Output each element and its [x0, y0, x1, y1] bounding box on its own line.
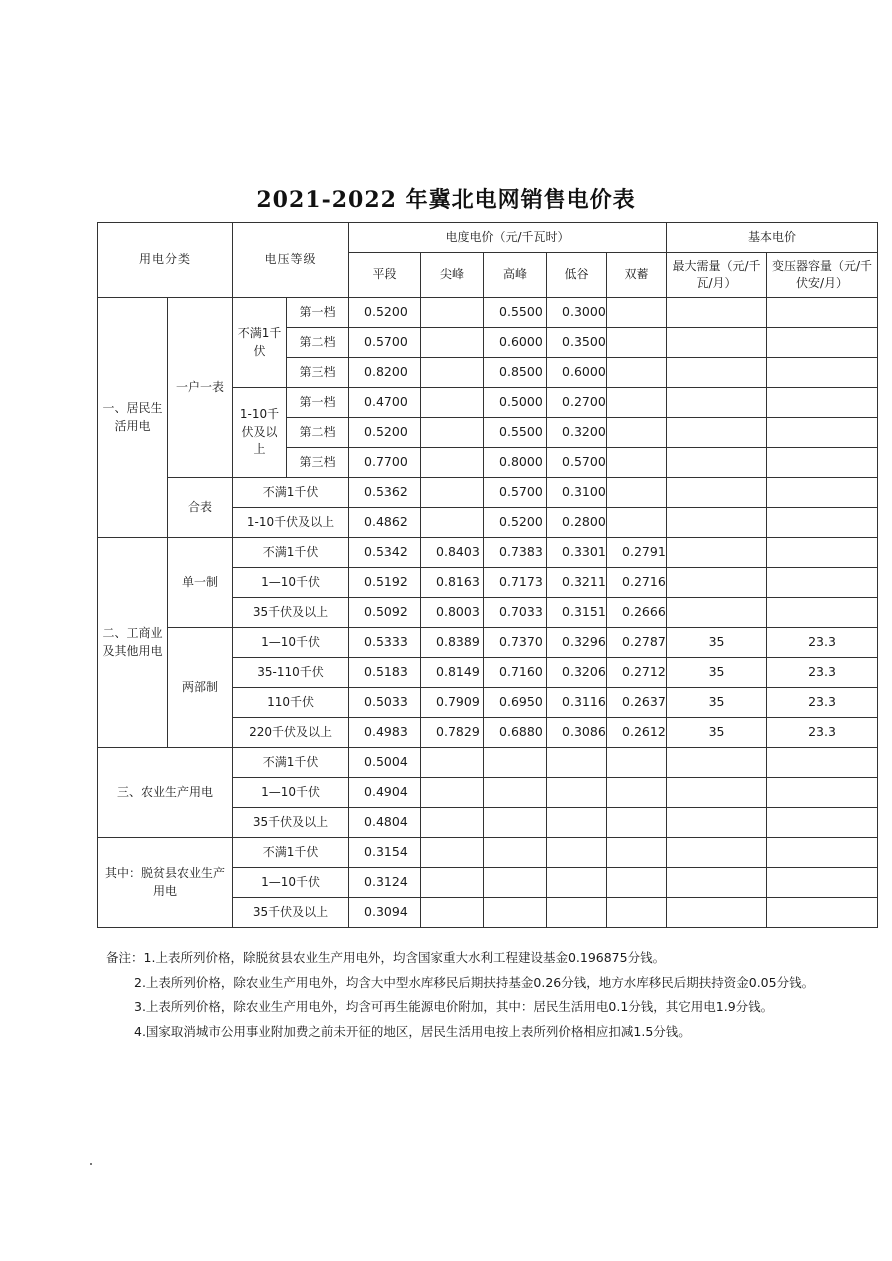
voltage-cell: 35千伏及以上 [233, 808, 349, 838]
sharp-price [421, 778, 484, 808]
peak-price [484, 808, 547, 838]
transformer-price [767, 358, 878, 388]
note-3: 3.上表所列价格，除农业生产用电外，均含可再生能源电价附加，其中：居民生活用电0.1分钱，其它用电1.9分钱。 [134, 999, 774, 1014]
peak-price: 0.5500 [484, 298, 547, 328]
peak-price: 0.5700 [484, 478, 547, 508]
peak-price [484, 898, 547, 928]
flat-price: 0.5092 [349, 598, 421, 628]
voltage-cell: 1—10千伏 [233, 868, 349, 898]
max-demand-price [667, 508, 767, 538]
peak-price: 0.6880 [484, 718, 547, 748]
header-max-demand: 最大需量（元/千瓦/月） [667, 253, 767, 298]
peak-price: 0.5500 [484, 418, 547, 448]
double-price [607, 358, 667, 388]
table-row [98, 478, 878, 508]
double-price [607, 868, 667, 898]
voltage-cell: 110千伏 [233, 688, 349, 718]
max-demand-price [667, 898, 767, 928]
double-price [607, 418, 667, 448]
peak-price: 0.6950 [484, 688, 547, 718]
flat-price: 0.3094 [349, 898, 421, 928]
max-demand-price [667, 448, 767, 478]
sharp-price: 0.7909 [421, 688, 484, 718]
peak-price [484, 868, 547, 898]
double-price [607, 478, 667, 508]
max-demand-price [667, 748, 767, 778]
max-demand-price: 35 [667, 658, 767, 688]
peak-price: 0.5200 [484, 508, 547, 538]
max-demand-price [667, 868, 767, 898]
transformer-price [767, 838, 878, 868]
voltage-cell: 1-10千伏及以上 [233, 508, 349, 538]
double-price: 0.2612 [607, 718, 667, 748]
voltage-cell: 不满1千伏 [233, 748, 349, 778]
peak-price: 0.7173 [484, 568, 547, 598]
transformer-price: 23.3 [767, 658, 878, 688]
group-poor-county-agricultural: 其中：脱贫县农业生产用电 [98, 838, 233, 928]
max-demand-price [667, 538, 767, 568]
sharp-price [421, 298, 484, 328]
flat-price: 0.3154 [349, 838, 421, 868]
peak-price: 0.5000 [484, 388, 547, 418]
double-price: 0.2791 [607, 538, 667, 568]
double-price [607, 778, 667, 808]
flat-price: 0.5192 [349, 568, 421, 598]
max-demand-price [667, 598, 767, 628]
sharp-price [421, 388, 484, 418]
transformer-price [767, 598, 878, 628]
price-table [97, 222, 878, 928]
header-row [98, 223, 878, 253]
double-price [607, 298, 667, 328]
double-price: 0.2716 [607, 568, 667, 598]
max-demand-price: 35 [667, 718, 767, 748]
transformer-price [767, 748, 878, 778]
sharp-price [421, 868, 484, 898]
valley-price: 0.2700 [547, 388, 607, 418]
double-price [607, 898, 667, 928]
valley-price: 0.6000 [547, 358, 607, 388]
voltage-cell: 1—10千伏 [233, 628, 349, 658]
sharp-price [421, 358, 484, 388]
voltage-cell: 35千伏及以上 [233, 598, 349, 628]
max-demand-price [667, 358, 767, 388]
max-demand-price: 35 [667, 688, 767, 718]
valley-price: 0.5700 [547, 448, 607, 478]
peak-price: 0.7383 [484, 538, 547, 568]
voltage-cell: 不满1千伏 [233, 838, 349, 868]
flat-price: 0.5362 [349, 478, 421, 508]
header-voltage: 电压等级 [233, 223, 349, 298]
flat-price: 0.5700 [349, 328, 421, 358]
peak-price: 0.8500 [484, 358, 547, 388]
transformer-price [767, 538, 878, 568]
header-basic-price: 基本电价 [667, 223, 878, 253]
flat-price: 0.5333 [349, 628, 421, 658]
max-demand-price [667, 418, 767, 448]
valley-price: 0.3151 [547, 598, 607, 628]
group-1-10kv: 1-10千伏及以上 [233, 388, 287, 478]
flat-price: 0.7700 [349, 448, 421, 478]
flat-price: 0.5200 [349, 418, 421, 448]
transformer-price [767, 478, 878, 508]
group-two-part: 两部制 [168, 628, 233, 748]
voltage-cell: 35千伏及以上 [233, 898, 349, 928]
max-demand-price [667, 808, 767, 838]
transformer-price [767, 388, 878, 418]
peak-price [484, 838, 547, 868]
double-price: 0.2787 [607, 628, 667, 658]
notes-prefix: 备注： [106, 950, 144, 965]
transformer-price [767, 508, 878, 538]
voltage-cell: 220千伏及以上 [233, 718, 349, 748]
valley-price: 0.3086 [547, 718, 607, 748]
sharp-price [421, 508, 484, 538]
max-demand-price [667, 478, 767, 508]
note-2: 2.上表所列价格，除农业生产用电外，均含大中型水库移民后期扶持基金0.26分钱，地方水库移民后期扶持资金0.05分钱。 [134, 974, 815, 990]
group-residential: 一、居民生活用电 [98, 298, 168, 538]
transformer-price [767, 298, 878, 328]
valley-price: 0.3500 [547, 328, 607, 358]
voltage-cell: 第三档 [287, 358, 349, 388]
peak-price: 0.7160 [484, 658, 547, 688]
notes-section [106, 946, 871, 1044]
flat-price: 0.5033 [349, 688, 421, 718]
peak-price: 0.7033 [484, 598, 547, 628]
sharp-price: 0.8163 [421, 568, 484, 598]
double-price [607, 328, 667, 358]
header-peak: 高峰 [484, 253, 547, 298]
flat-price: 0.4804 [349, 808, 421, 838]
max-demand-price [667, 328, 767, 358]
max-demand-price [667, 778, 767, 808]
sharp-price [421, 748, 484, 778]
group-one-meter: 一户一表 [168, 298, 233, 478]
group-commercial: 二、工商业及其他用电 [98, 538, 168, 748]
voltage-cell: 第一档 [287, 388, 349, 418]
voltage-cell: 第三档 [287, 448, 349, 478]
sharp-price: 0.8149 [421, 658, 484, 688]
transformer-price [767, 568, 878, 598]
valley-price: 0.3000 [547, 298, 607, 328]
flat-price: 0.5183 [349, 658, 421, 688]
max-demand-price [667, 568, 767, 598]
header-valley: 低谷 [547, 253, 607, 298]
table-row [98, 748, 878, 778]
sharp-price [421, 478, 484, 508]
peak-price [484, 748, 547, 778]
valley-price [547, 868, 607, 898]
valley-price: 0.3100 [547, 478, 607, 508]
double-price [607, 808, 667, 838]
header-transformer: 变压器容量（元/千伏安/月） [767, 253, 878, 298]
sharp-price [421, 328, 484, 358]
double-price: 0.2637 [607, 688, 667, 718]
sharp-price [421, 808, 484, 838]
max-demand-price [667, 298, 767, 328]
transformer-price [767, 448, 878, 478]
sharp-price: 0.8389 [421, 628, 484, 658]
sharp-price [421, 448, 484, 478]
valley-price: 0.3200 [547, 418, 607, 448]
voltage-cell: 第一档 [287, 298, 349, 328]
header-energy-price: 电度电价（元/千瓦时） [349, 223, 667, 253]
transformer-price [767, 808, 878, 838]
scan-speck [90, 1163, 92, 1165]
flat-price: 0.4862 [349, 508, 421, 538]
valley-price: 0.3116 [547, 688, 607, 718]
voltage-cell: 第二档 [287, 418, 349, 448]
transformer-price: 23.3 [767, 628, 878, 658]
double-price [607, 448, 667, 478]
flat-price: 0.5342 [349, 538, 421, 568]
peak-price [484, 778, 547, 808]
peak-price: 0.8000 [484, 448, 547, 478]
flat-price: 0.4700 [349, 388, 421, 418]
sharp-price [421, 418, 484, 448]
valley-price [547, 898, 607, 928]
flat-price: 0.5004 [349, 748, 421, 778]
sharp-price: 0.8003 [421, 598, 484, 628]
valley-price: 0.3296 [547, 628, 607, 658]
double-price [607, 838, 667, 868]
group-single-part: 单一制 [168, 538, 233, 628]
header-flat: 平段 [349, 253, 421, 298]
sharp-price [421, 898, 484, 928]
flat-price: 0.4983 [349, 718, 421, 748]
note-1-text: 1.上表所列价格，除脱贫县农业生产用电外，均含国家重大水利工程建设基金0.196875分钱。 [143, 950, 666, 965]
flat-price: 0.3124 [349, 868, 421, 898]
flat-price: 0.8200 [349, 358, 421, 388]
note-4: 4.国家取消城市公用事业附加费之前未开征的地区，居民生活用电按上表所列价格相应扣减1.5分钱。 [134, 1023, 691, 1039]
header-sharp: 尖峰 [421, 253, 484, 298]
valley-price [547, 778, 607, 808]
valley-price [547, 808, 607, 838]
voltage-cell: 不满1千伏 [233, 478, 349, 508]
transformer-price: 23.3 [767, 718, 878, 748]
table-row [98, 298, 878, 328]
voltage-cell: 35-110千伏 [233, 658, 349, 688]
double-price [607, 748, 667, 778]
valley-price: 0.2800 [547, 508, 607, 538]
transformer-price [767, 868, 878, 898]
transformer-price [767, 778, 878, 808]
double-price: 0.2712 [607, 658, 667, 688]
voltage-cell: 第二档 [287, 328, 349, 358]
voltage-cell: 1—10千伏 [233, 778, 349, 808]
table-row [98, 538, 878, 568]
sharp-price: 0.7829 [421, 718, 484, 748]
document-title: 2021-2022 年冀北电网销售电价表 [256, 187, 636, 213]
note-1 [106, 946, 871, 971]
peak-price: 0.7370 [484, 628, 547, 658]
transformer-price [767, 418, 878, 448]
header-category: 用电分类 [98, 223, 233, 298]
sharp-price [421, 838, 484, 868]
group-agricultural: 三、农业生产用电 [98, 748, 233, 838]
double-price [607, 388, 667, 418]
transformer-price: 23.3 [767, 688, 878, 718]
flat-price: 0.5200 [349, 298, 421, 328]
double-price: 0.2666 [607, 598, 667, 628]
transformer-price [767, 328, 878, 358]
voltage-cell: 1—10千伏 [233, 568, 349, 598]
valley-price: 0.3211 [547, 568, 607, 598]
double-price [607, 508, 667, 538]
valley-price: 0.3301 [547, 538, 607, 568]
group-under-1kv: 不满1千伏 [233, 298, 287, 388]
max-demand-price [667, 838, 767, 868]
valley-price [547, 838, 607, 868]
flat-price: 0.4904 [349, 778, 421, 808]
max-demand-price [667, 388, 767, 418]
table-row [98, 628, 878, 658]
peak-price: 0.6000 [484, 328, 547, 358]
max-demand-price: 35 [667, 628, 767, 658]
group-combined-meter: 合表 [168, 478, 233, 538]
header-double: 双蓄 [607, 253, 667, 298]
valley-price: 0.3206 [547, 658, 607, 688]
sharp-price: 0.8403 [421, 538, 484, 568]
voltage-cell: 不满1千伏 [233, 538, 349, 568]
transformer-price [767, 898, 878, 928]
valley-price [547, 748, 607, 778]
table-row [98, 838, 878, 868]
